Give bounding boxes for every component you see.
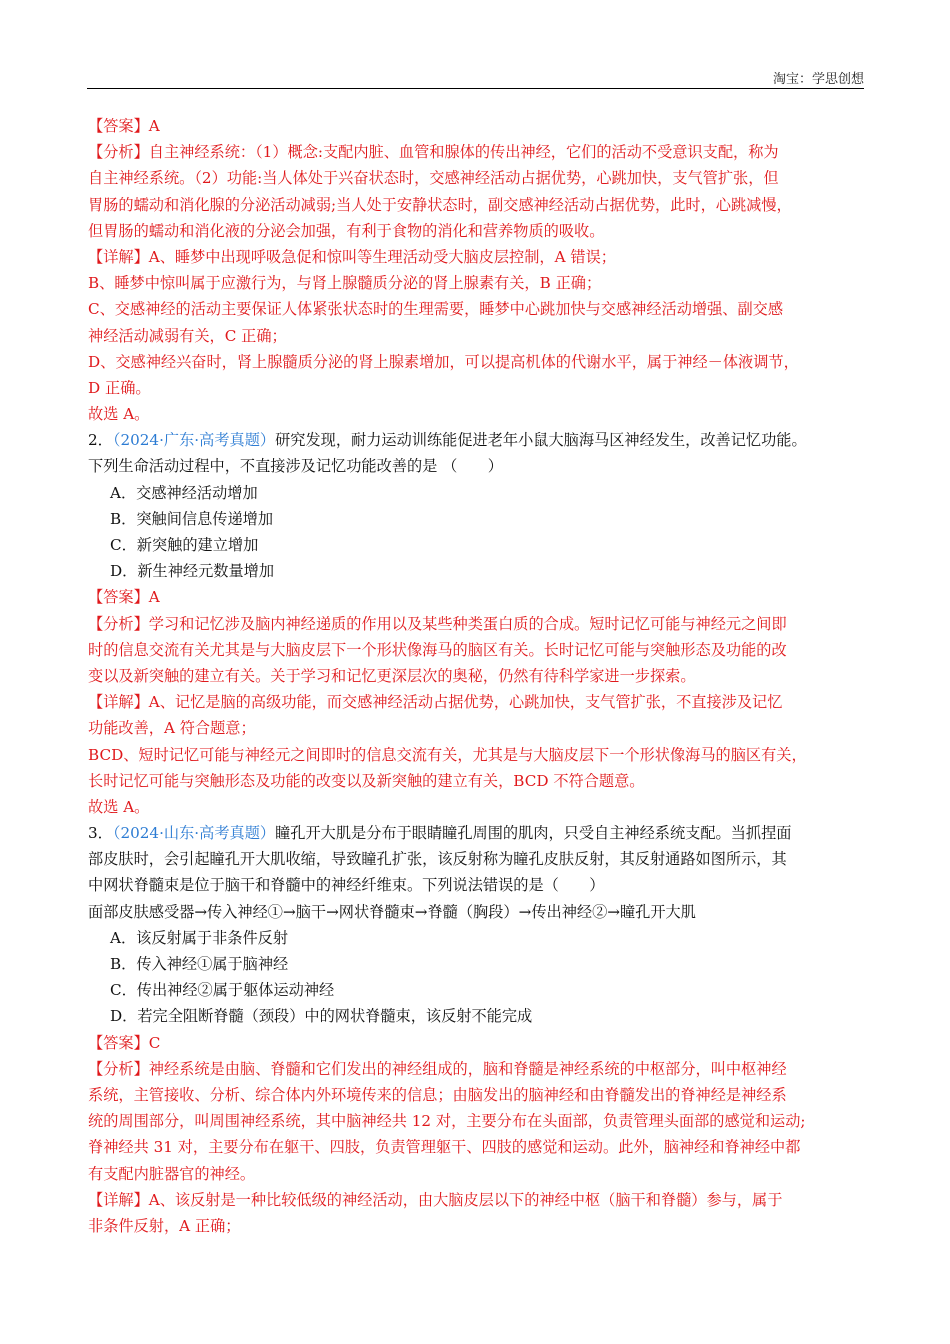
question-line: 中网状脊髓束是位于脑干和脊髓中的神经纤维束。下列说法错误的是（ ） — [88, 876, 605, 895]
answer-option: C．新突触的建立增加 — [110, 536, 259, 554]
solution-line: 【答案】C — [88, 1033, 161, 1052]
question-text: 瞳孔开大肌是分布于眼睛瞳孔周围的肌肉，只受自主神经系统支配。当抓捏面 — [275, 824, 792, 843]
answer-option: B．传入神经①属于脑神经 — [110, 955, 289, 973]
question-line: 部皮肤时，会引起瞳孔开大肌收缩，导致瞳孔扩张，该反射称为瞳孔皮肤反射，其反射通路如图所示，其 — [88, 850, 787, 869]
solution-line: 【分析】学习和记忆涉及脑内神经递质的作用以及某些种类蛋白质的合成。短时记忆可能与神经元之间即 — [88, 614, 787, 633]
solution-line: 有支配内脏器官的神经。 — [88, 1164, 256, 1183]
question-stem — [88, 427, 864, 453]
solution-line: 【答案】A — [88, 588, 160, 607]
header-shop-label: 淘宝：学思创想 — [772, 72, 864, 87]
document-body — [88, 113, 864, 1239]
solution-line: 脊神经共 31 对，主要分布在躯干、四肢，负责管理躯干、四肢的感觉和运动。此外，脑神经和脊神经中都 — [88, 1138, 801, 1157]
solution-line: 但胃肠的蠕动和消化液的分泌会加强，有利于食物的消化和营养物质的吸收。 — [88, 221, 605, 240]
solution-line: 功能改善，A 符合题意； — [88, 719, 256, 738]
solution-line: 系统，主管接收、分析、综合体内外环境传来的信息；由脑发出的脑神经和由脊髓发出的脊神经是神经系 — [88, 1085, 787, 1104]
question-line: 下列生命活动过程中，不直接涉及记忆功能改善的是 （ ） — [88, 457, 503, 476]
solution-line: 时的信息交流有关尤其是与大脑皮层下一个形状像海马的脑区有关。长时记忆可能与突触形态及功能的改 — [88, 640, 787, 659]
question-line: 面部皮肤感受器→传入神经①→脑干→网状脊髓束→脊髓（胸段）→传出神经②→瞳孔开大肌 — [88, 902, 696, 921]
solution-line: 故选 A。 — [88, 797, 150, 816]
question-source: （2024·山东·高考真题） — [112, 824, 276, 843]
answer-option: C．传出神经②属于躯体运动神经 — [110, 981, 335, 1000]
question-source: （2024·广东·高考真题） — [112, 431, 276, 450]
solution-line: 【分析】神经系统是由脑、脊髓和它们发出的神经组成的，脑和脊髓是神经系统的中枢部分，叫中枢神经 — [88, 1059, 787, 1078]
solution-line: 非条件反射，A 正确； — [88, 1216, 241, 1235]
answer-option: B．突触间信息传递增加 — [110, 509, 274, 528]
solution-line: BCD、短时记忆可能与神经元之间即时的信息交流有关，尤其是与大脑皮层下一个形状像海马的脑区有关， — [88, 745, 807, 764]
solution-line: C、交感神经的活动主要保证人体紧张状态时的生理需要，睡梦中心跳加快与交感神经活动增强、副交感 — [88, 300, 784, 319]
solution-line: 自主神经系统。（2）功能:当人体处于兴奋状态时，交感神经活动占据优势，心跳加快，支气管扩张，但 — [88, 169, 779, 188]
answer-option: A．该反射属于非条件反射 — [110, 928, 289, 947]
solution-line: 故选 A。 — [88, 405, 150, 424]
question-stem — [88, 820, 864, 846]
solution-line: 【分析】自主神经系统：（1）概念:支配内脏、血管和腺体的传出神经，它们的活动不受意识支配，称为 — [88, 143, 779, 162]
solution-line: 神经活动减弱有关，C 正确； — [88, 326, 287, 345]
solution-line: 长时记忆可能与突触形态及功能的改变以及新突触的建立有关，BCD 不符合题意。 — [88, 771, 645, 790]
answer-option: A．交感神经活动增加 — [110, 483, 258, 502]
solution-line: 【详解】A、该反射是一种比较低级的神经活动，由大脑皮层以下的神经中枢（脑干和脊髓）参与，属于 — [88, 1190, 783, 1209]
solution-line: B、睡梦中惊叫属于应激行为，与肾上腺髓质分泌的肾上腺素有关，B 正确； — [88, 274, 602, 293]
solution-line: 变以及新突触的建立有关。关于学习和记忆更深层次的奥秘，仍然有待科学家进一步探索。 — [88, 666, 696, 685]
solution-line: 统的周围部分，叫周围神经系统，其中脑神经共 12 对，主要分布在头面部，负责管理头面部的感觉和运动; — [88, 1112, 806, 1131]
solution-line: D、交感神经兴奋时，肾上腺髓质分泌的肾上腺素增加，可以提高机体的代谢水平，属于神经－体液调节， — [88, 352, 799, 371]
solution-line: 【答案】A — [88, 117, 160, 135]
question-text: 研究发现，耐力运动训练能促进老年小鼠大脑海马区神经发生，改善记忆功能。 — [275, 431, 807, 450]
header-divider — [87, 88, 864, 89]
question-number: 2． — [88, 431, 113, 450]
answer-option: D．新生神经元数量增加 — [110, 562, 275, 581]
solution-line: D 正确。 — [88, 378, 151, 397]
question-number: 3． — [88, 824, 113, 843]
solution-line: 胃肠的蠕动和消化腺的分泌活动减弱;当人处于安静状态时，副交感神经活动占据优势，此时，心跳减慢， — [88, 195, 792, 214]
solution-line: 【详解】A、记忆是脑的高级功能，而交感神经活动占据优势，心跳加快，支气管扩张，不直接涉及记忆 — [88, 693, 783, 712]
answer-option: D．若完全阻断脊髓（颈段）中的网状脊髓束，该反射不能完成 — [110, 1007, 533, 1026]
solution-line: 【详解】A、睡梦中出现呼吸急促和惊叫等生理活动受大脑皮层控制，A 错误； — [88, 247, 616, 266]
